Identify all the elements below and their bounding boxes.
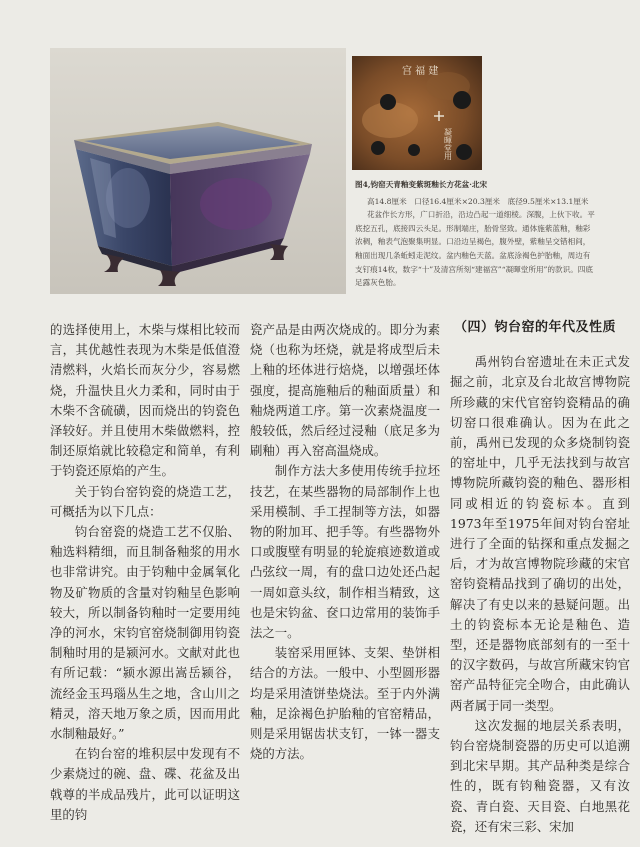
stamp-inscription-vertical: 凝暉堂用: [443, 128, 453, 160]
caption-title: 图4,钧窑天青釉变紫斑釉长方花盆·北宋: [355, 180, 488, 189]
text-column-1: [50, 320, 240, 825]
figure-caption: [355, 178, 595, 298]
paragraph: 制作方法大多使用传统手拉坯技艺，在某些器物的局部制作上也采用模制、手工捏制等方法，如器物的附加耳、把手等。有些器物外口或腹壁有明显的轮旋痕迹数道或凸弦纹一周，有的盘口边处还凸起一周如意头纹，制作相当精致，这也是宋钧盆、奁口边常用的装饰手法之一。: [250, 463, 440, 641]
paragraph: 瓷产品是由两次烧成的。即分为素烧（也称为坯烧，就是将成型后未上釉的坯体进行焙烧，以增强坯体强度，提高施釉后的釉面质量）和釉烧两道工序。第一次素烧温度一般较低，然后经过浸釉（底足多为刷釉）再入窑高温烧成。: [250, 322, 440, 459]
text-column-3: [450, 318, 630, 837]
caption-dimensions: 高14.8厘米 口径16.4厘米×20.3厘米 底径9.5厘米×13.1厘米: [367, 196, 589, 206]
paragraph: 关于钧台窑钧瓷的烧造工艺，可概括为以下几点：: [50, 483, 240, 519]
section-heading: （四）钧台窑的年代及性质: [454, 320, 617, 335]
flowerpot-photo: [50, 48, 346, 294]
text-column-2: [250, 320, 440, 764]
caption-description: 花盆作长方形，广口折沿，沿边凸起一道细棱。深腹，上伙下收。平底挖五孔，底接四云头足。形制端庄，胎骨坚致。通体施紫蓝釉，釉彩浓稠，釉表气泡聚集明显。口沿边呈褐色，腹外壁，紫釉呈交错相间，釉面出现几条蚯蚓走泥纹。盆内釉色天蓝。盆底涂褐色护胎釉，周边有支钉痕14枚，数字“十”及清宫所刻“建福宫”“凝暉堂所用”的款识。四底足露灰色胎。: [355, 210, 595, 288]
paragraph: 禹州钧台窑遗址在未正式发掘之前，北京及台北故宫博物院所珍藏的宋代官窑钧瓷精品的确切窑口很难确认。因为在此之前，禹州已发现的众多烧制钧瓷的窑址中，几乎无法找到与故宫博物院所藏钧瓷的釉色、器形相同或相近的钧瓷标本。直到1973年至1975年间对钧台窑址进行了全面的钻探和重点发掘之后，才为故宫博物院珍藏的宋官窑钧瓷精品找到了确切的出处，解决了有史以来的悬疑问题。出土的钧瓷标本无论是釉色、造型，还是器物底部刻有的一至十的汉字数码，与故宫所藏宋钧官窑产品特征完全吻合，由此确认两者属于同一类型。: [450, 354, 630, 713]
base-detail-photo: [352, 56, 482, 170]
paragraph: 装窑采用匣钵、支架、垫饼相结合的方法。一般中、小型圆形器均是采用渣饼垫烧法。至于内外满釉，足涂褐色护胎釉的官窑精品，则是采用锯齿状支钉，一钵一器支烧的方法。: [250, 645, 440, 762]
base-detail-illustration: [352, 56, 482, 170]
paragraph: 的选择使用上，木柴与煤相比较而言，其优越性表现为木柴是低值澄清燃料，火焰长而灰分少，容易燃烧，升温快且火力柔和，同时由于木柴不含硫磺，因而烧出的钧瓷色泽较好。并且使用木柴做燃料，控制还原焰就比较稳定和简单，有利于钧瓷还原焰的产生。: [50, 322, 240, 479]
paragraph: 在钧台窑的堆积层中发现有不少素烧过的碗、盘、碟、花盆及出戟尊的半成品残片，此可以证明这里的钧: [50, 746, 240, 822]
stamp-inscription: 宫 福 建: [402, 66, 439, 77]
paragraph: 这次发掘的地层关系表明，钧台窑烧制瓷器的历史可以追溯到北宋早期。其产品种类是综合性的，既有钧釉瓷器，又有汝瓷、青白瓷、天目瓷、白地黑花瓷，还有宋三彩、宋加: [450, 717, 630, 834]
paragraph: 钧台窑瓷的烧造工艺不仅胎、釉选料精细，而且制备釉浆的用水也非常讲究。由于钧釉中金属氧化物及矿物质的含量对钧釉呈色影响较大，所以制备钧釉时一定要用纯净的河水，宋钧官窑烧制御用钧瓷制釉时用的是颍河水。文献对此也有所记载：“颍水源出嵩岳颍谷，流经金玉玛瑙丛生之地，含山川之精灵，溶天地万象之质，因而用此水制釉最好。”: [50, 524, 240, 742]
flowerpot-illustration: [50, 48, 346, 294]
